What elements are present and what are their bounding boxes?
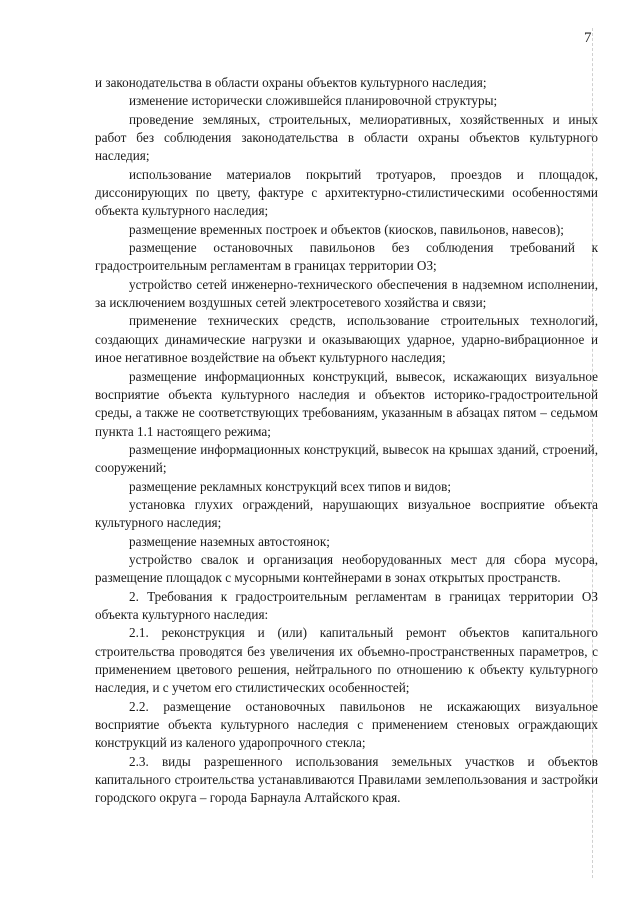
paragraph: размещение информационных конструкций, вывесок, искажающих визуальное восприятие объекта культурного наследия и объектов историко-градостроительной среды, а также не соответствующих требованиям, указанным в абзацах пятом – седьмом пункта 1.1 настоящего режима; [95, 368, 598, 439]
paragraph: установка глухих ограждений, нарушающих визуальное восприятие объекта культурного наследия; [95, 496, 598, 531]
paragraph: устройство сетей инженерно-технического обеспечения в надземном исполнении, за исключением воздушных сетей электросетевого хозяйства и связи; [95, 276, 598, 311]
document-body [95, 74, 598, 808]
page-number: 7 [584, 30, 592, 46]
section-heading: 2. Требования к градостроительным регламентам в границах территории ОЗ объекта культурного наследия: [95, 588, 598, 622]
paragraph: размещение наземных автостоянок; [129, 533, 330, 549]
paragraph: размещение информационных конструкций, вывесок на крышах зданий, строений, сооружений; [95, 441, 598, 476]
paragraph: размещение остановочных павильонов без соблюдения требований к градостроительным регламентам в границах территории ОЗ; [95, 240, 598, 274]
paragraph: 2.1. реконструкция и (или) капитальный ремонт объектов капитального строительства проводятся без увеличения их объемно-пространственных параметров, с применением цветового решения, нейтрального по отношению к объекту культурного наследия, и с учетом его стилистических особенностей; [95, 625, 598, 696]
paragraph: размещение рекламных конструкций всех типов и видов; [129, 478, 451, 494]
paragraph: применение технических средств, использование строительных технологий, создающих динамические нагрузки и оказывающих ударное, ударно-вибрационное и иное негативное воздействие на объект культурного наследия; [95, 313, 598, 366]
paragraph: 2.2. размещение остановочных павильонов не искажающих визуальное восприятие объекта культурного наследия с применением стеновых ограждающих конструкций из каленого ударопрочного стекла; [95, 698, 598, 751]
paragraph: размещение временных построек и объектов (киосков, павильонов, навесов); [129, 221, 564, 237]
paragraph: изменение исторически сложившейся планировочной структуры; [129, 93, 498, 109]
paragraph: устройство свалок и организация необорудованных мест для сбора мусора, размещение площадок с мусорными контейнерами в зонах открытых пространств. [95, 551, 598, 586]
paragraph: 2.3. виды разрешенного использования земельных участков и объектов капитального строительства устанавливаются Правилами землепользования и застройки городского округа – города Барнаула Алтайского края. [95, 753, 598, 806]
paragraph: использование материалов покрытий тротуаров, проездов и площадок, диссонирующих по цвету, фактуре с архитектурно-стилистическими особенностями объекта культурного наследия; [95, 166, 598, 219]
paragraph: проведение земляных, строительных, мелиоративных, хозяйственных и иных работ без соблюдения законодательства в области охраны объектов культурного наследия; [95, 111, 598, 164]
paragraph: и законодательства в области охраны объектов культурного наследия; [95, 75, 487, 90]
